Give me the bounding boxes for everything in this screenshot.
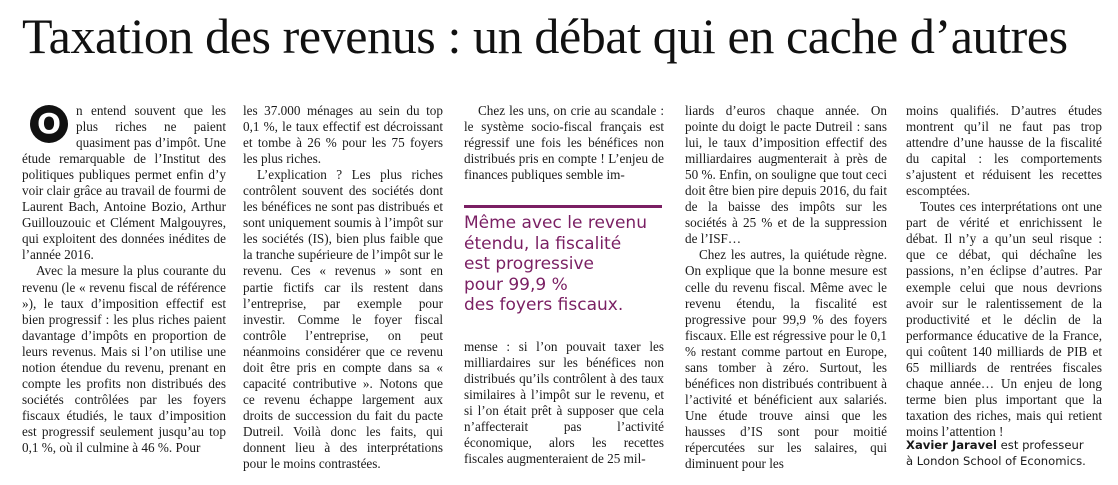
article-column-5: [906, 103, 1102, 439]
signature-line-1: [906, 437, 1102, 453]
article-column-3-bottom: [464, 339, 664, 479]
pull-quote-line: est progressive: [464, 254, 595, 274]
paragraph: liards d’euros chaque année. On pointe du doigt le pacte Dutreil : sans lui, le taux d’imposition effectif des milliardaires augmenterait à près de 50 %. Enfin, on souligne que tout ceci doit être bien pire depuis 2016, du fait de la baisse des impôts sur les sociétés à 25 % et de la suppression de l’ISF…: [685, 103, 887, 247]
paragraph: moins qualifiés. D’autres études montrent qu’il ne faut pas trop attendre d’une hausse de la fiscalité du capital : les comportements s’ajustent et réduisent les recettes escomptées.: [906, 103, 1102, 199]
paragraph: mense : si l’on pouvait taxer les milliardaires sur les bénéfices non distribués qu’ils contrôlent à des taux similaires à l’impôt sur le revenu, et si l’on était prêt à supposer que cela n’affecterait pas l’activité économique, alors les recettes fiscales augmenteraient de 25 mil-: [464, 339, 664, 467]
article-column-1: [22, 103, 226, 478]
paragraph: L’explication ? Les plus riches contrôlent souvent des sociétés dont les bénéfices ne sont pas distribués et sont uniquement soumis à l’impôt sur les sociétés (IS), bien plus faible que la tranche supérieure de l’impôt sur le revenu. Ces « revenus » sont en partie fictifs car ils restent dans l’entreprise, par exemple pour investir. Comme le foyer fiscal contrôle l’entreprise, on peut néanmoins considérer que ce revenu doit être pris en compte dans sa « capacité contributive ». Notons que ce revenu échappe largement aux droits de succession du fait du pacte Dutreil. Voilà donc les faits, qui donnent lieu à des interprétations pour le moins contrastées.: [243, 167, 443, 472]
pull-quote-line: étendu, la fiscalité: [464, 233, 622, 254]
signature-line-2: à London School of Economics.: [906, 454, 1086, 468]
pull-quote: [464, 205, 662, 317]
pull-quote-line: Même avec le revenu: [464, 213, 647, 233]
article-column-3-top: [464, 103, 664, 183]
paragraph: les 37.000 ménages au sein du top 0,1 %, le taux effectif est décroissant et tombe à 26 % pour les 75 foyers les plus riches.: [243, 103, 443, 167]
pull-quote-line: des foyers fiscaux.: [464, 295, 624, 315]
paragraph: n entend souvent que les plus riches ne paient quasiment pas d’impôt. Une étude remarquable de l’Institut des politiques publiques permet enfin d’y voir clair grâce au travail de fourmi de Laurent Bach, Antoine Bozio, Arthur Guillouzouic et Clément Malgouyres, qui exploitent des données inédites de l’année 2016.: [22, 103, 226, 263]
author-role: est professeur: [996, 438, 1084, 452]
paragraph: Chez les autres, la quiétude règne. On explique que la bonne mesure est celle du revenu fiscal. Même avec le revenu étendu, la fiscalité est progressive pour 99,9 % des foyers fiscaux. Elle est régressive pour le 0,1 % restant comme partout en Europe, sans tomber à zéro. Surtout, les bénéfices non distribués contribuent à l’activité et bénéficient aux salariés. Une étude trouve ainsi que les hausses d’IS sont pour moitié répercutées sur les salaires, qui diminuent pour les: [685, 247, 887, 472]
article-headline: Taxation des revenus : un débat qui en cache d’autres: [22, 8, 1068, 64]
pull-quote-line: pour 99,9 %: [464, 274, 568, 295]
article-column-2: [243, 103, 443, 478]
dropcap-letter: O: [30, 105, 68, 143]
article-column-4: [685, 103, 887, 478]
paragraph: Chez les uns, on crie au scandale : le système socio-fiscal français est régressif une fois les bénéfices non distribués pris en compte ! L’enjeu de finances publiques semble im-: [464, 103, 664, 183]
author-name: Xavier Jaravel: [906, 438, 997, 452]
paragraph: Toutes ces interprétations ont une part de vérité et enrichissent le débat. Il n’y a qu’un seul risque : que ce débat, qui déchaîne les passions, n’en éclipse d’autres. Par exemple celui que nous devrions avoir sur le ralentissement de la productivité et le déclin de la performance éducative de la France, qui coûtent 140 milliards de PIB et 65 milliards de rentrées fiscales chaque année… Un enjeu de long terme bien plus important que la taxation des riches, mais qui retient moins l’attention !: [906, 199, 1102, 439]
author-signature: [906, 437, 1102, 469]
paragraph: Avec la mesure la plus courante du revenu (le « revenu fiscal de référence »), le taux d’imposition effectif est bien progressif : les plus riches paient davantage d’impôts en proportion de leurs revenus. Mais si l’on utilise une notion étendue du revenu, prenant en compte les profits non distribués des sociétés contrôlées par les foyers fiscaux étudiés, le taux d’imposition est progressif seulement jusqu’au top 0,1 %, où il culmine à 46 %. Pour: [22, 263, 226, 455]
